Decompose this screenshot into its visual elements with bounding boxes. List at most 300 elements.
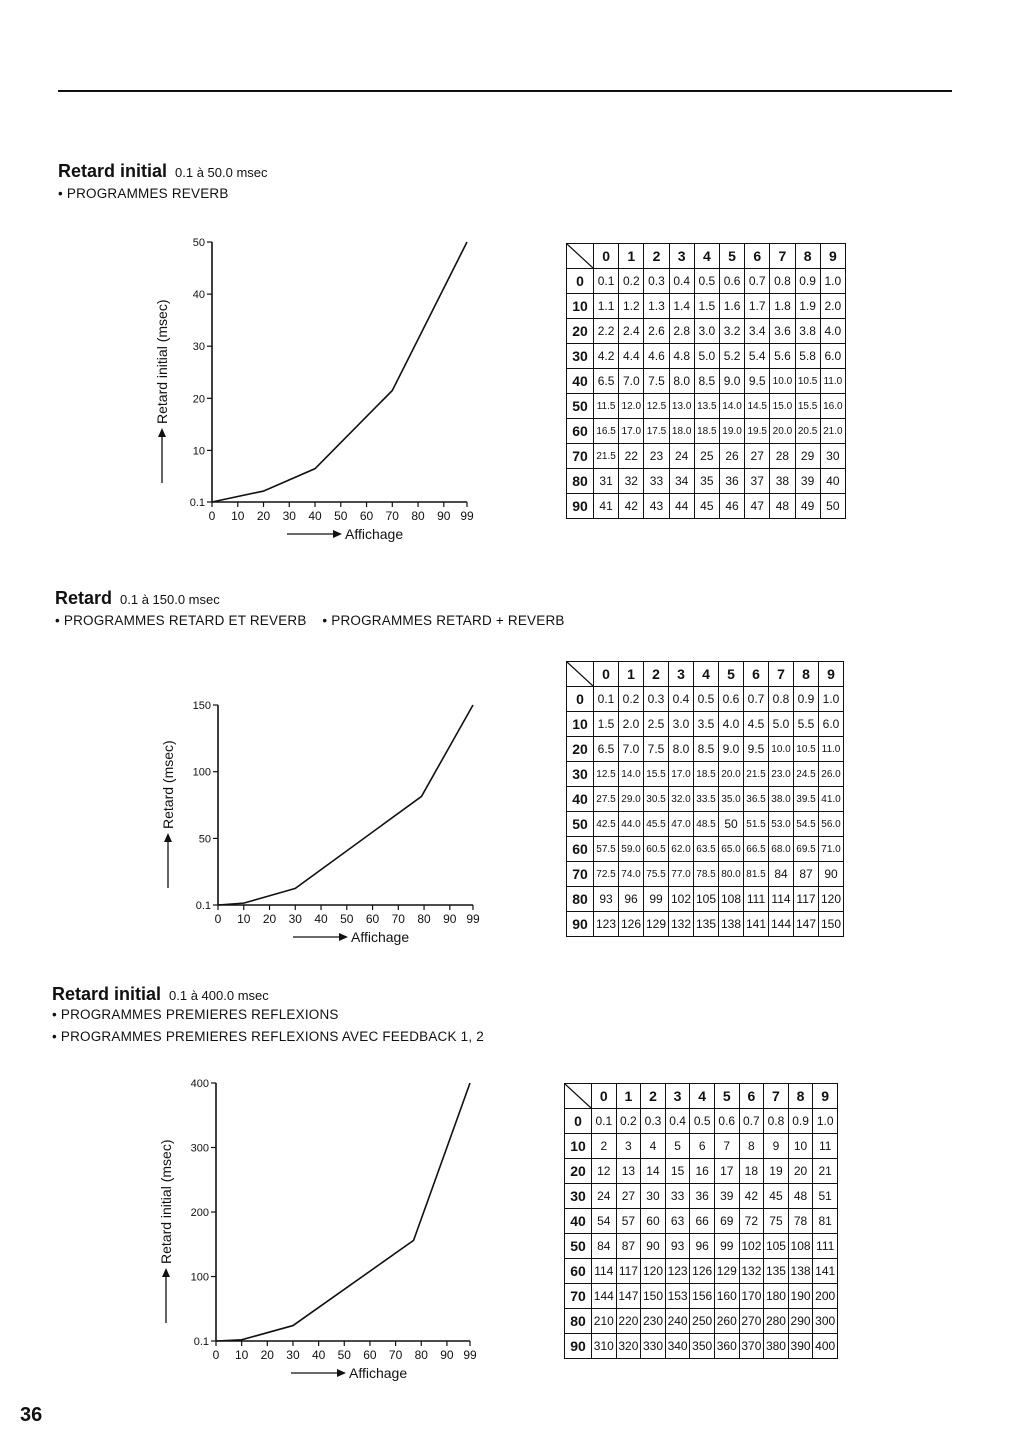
table-cell: 190 xyxy=(788,1284,813,1309)
section-2-chart xyxy=(140,695,500,957)
table-cell: 39 xyxy=(795,469,820,494)
table-row xyxy=(567,862,844,887)
x-tick-label: 20 xyxy=(262,912,277,926)
table-cell: 108 xyxy=(719,887,744,912)
row-header: 90 xyxy=(565,1334,592,1359)
y-tick-label: 300 xyxy=(190,1142,209,1155)
table-cell: 0.1 xyxy=(592,1109,617,1134)
table-cell: 2.8 xyxy=(669,319,694,344)
table-cell: 15.5 xyxy=(644,762,669,787)
table-cell: 47 xyxy=(745,494,770,519)
table-cell: 63 xyxy=(665,1209,690,1234)
table-cell: 80.0 xyxy=(719,862,744,887)
column-header: 5 xyxy=(714,1084,739,1109)
table-row xyxy=(567,294,846,319)
table-cell: 114 xyxy=(592,1259,617,1284)
table-cell: 27 xyxy=(745,444,770,469)
table-cell: 63.5 xyxy=(694,837,719,862)
table-cell: 0.9 xyxy=(795,269,820,294)
x-tick-label: 80 xyxy=(417,912,431,926)
table-header-row xyxy=(567,662,844,687)
table-cell: 71.0 xyxy=(819,837,844,862)
table-corner-cell xyxy=(565,1084,592,1109)
section-2-range: 0.1 à 150.0 msec xyxy=(120,592,220,607)
table-cell: 21.5 xyxy=(744,762,769,787)
table-cell: 0.3 xyxy=(641,1109,666,1134)
table-cell: 17.5 xyxy=(644,419,669,444)
table-cell: 30 xyxy=(641,1184,666,1209)
x-tick-label: 0 xyxy=(212,1348,220,1362)
section-3-title-text: Retard initial xyxy=(52,984,162,1004)
table-cell: 72 xyxy=(739,1209,764,1234)
table-cell: 123 xyxy=(665,1259,690,1284)
table-cell: 33 xyxy=(644,469,669,494)
table-cell: 10 xyxy=(788,1134,813,1159)
table-cell: 29.0 xyxy=(619,787,644,812)
table-cell: 1.3 xyxy=(644,294,669,319)
x-tick-label: 40 xyxy=(314,912,328,926)
table-cell: 44.0 xyxy=(619,812,644,837)
table-cell: 9 xyxy=(764,1134,789,1159)
table-cell: 8.0 xyxy=(669,369,694,394)
table-cell: 1.8 xyxy=(770,294,795,319)
chart-svg xyxy=(140,1075,500,1393)
table-cell: 0.4 xyxy=(669,687,694,712)
table-cell: 10.0 xyxy=(770,369,795,394)
table-cell: 24.5 xyxy=(794,762,819,787)
table-cell: 68.0 xyxy=(769,837,794,862)
table-cell: 4.0 xyxy=(820,319,845,344)
table-cell: 19.0 xyxy=(719,419,744,444)
table-cell: 81 xyxy=(813,1209,838,1234)
table-row xyxy=(565,1109,838,1134)
table-cell: 87 xyxy=(794,862,819,887)
y-tick-label: 50 xyxy=(198,833,211,846)
table-cell: 51.5 xyxy=(744,812,769,837)
table-cell: 7.5 xyxy=(644,369,669,394)
row-header: 60 xyxy=(567,419,594,444)
x-tick-label: 70 xyxy=(388,1348,403,1362)
table-row xyxy=(567,369,846,394)
row-header: 30 xyxy=(565,1184,592,1209)
table-row xyxy=(567,319,846,344)
table-cell: 4.2 xyxy=(594,344,619,369)
table-cell: 13.0 xyxy=(669,394,694,419)
table-cell: 45 xyxy=(694,494,719,519)
table-row xyxy=(567,494,846,519)
table-cell: 35.0 xyxy=(719,787,744,812)
table-cell: 3.5 xyxy=(694,712,719,737)
table-cell: 39 xyxy=(714,1184,739,1209)
section-3-title xyxy=(52,984,269,1005)
y-tick-label: 10 xyxy=(192,445,205,458)
x-tick-label: 70 xyxy=(385,509,399,523)
table-cell: 147 xyxy=(794,912,819,937)
table-cell: 5.5 xyxy=(794,712,819,737)
table-cell: 5 xyxy=(665,1134,690,1159)
table-cell: 30 xyxy=(820,444,845,469)
table-cell: 60.5 xyxy=(644,837,669,862)
table-cell: 18.0 xyxy=(669,419,694,444)
x-tick-label: 60 xyxy=(359,509,374,523)
table-cell: 2.2 xyxy=(594,319,619,344)
table-cell: 38 xyxy=(770,469,795,494)
table-cell: 17.0 xyxy=(669,762,694,787)
table-cell: 0.2 xyxy=(619,687,644,712)
table-cell: 15 xyxy=(665,1159,690,1184)
table-cell: 1.1 xyxy=(594,294,619,319)
table-cell: 57 xyxy=(616,1209,641,1234)
x-tick-label: 40 xyxy=(308,509,322,523)
table-cell: 6.5 xyxy=(594,737,619,762)
y-tick-label: 50 xyxy=(192,237,205,249)
table-cell: 36 xyxy=(719,469,744,494)
table-row xyxy=(565,1234,838,1259)
table-cell: 74.0 xyxy=(619,862,644,887)
x-tick-label: 50 xyxy=(334,509,348,523)
table-row xyxy=(565,1259,838,1284)
table-corner-cell xyxy=(567,244,594,269)
table-cell: 87 xyxy=(616,1234,641,1259)
column-header: 3 xyxy=(665,1084,690,1109)
table-cell: 93 xyxy=(665,1234,690,1259)
table-cell: 81.5 xyxy=(744,862,769,887)
table-cell: 1.0 xyxy=(819,687,844,712)
section-2-title-text: Retard xyxy=(55,588,113,608)
row-header: 10 xyxy=(567,712,594,737)
table-cell: 11.5 xyxy=(594,394,619,419)
column-header: 0 xyxy=(594,244,619,269)
row-header: 80 xyxy=(565,1309,592,1334)
table-cell: 39.5 xyxy=(794,787,819,812)
y-tick-label: 20 xyxy=(192,393,205,406)
table-cell: 77.0 xyxy=(669,862,694,887)
table-cell: 6.0 xyxy=(819,712,844,737)
table-cell: 330 xyxy=(641,1334,666,1359)
table-cell: 41 xyxy=(594,494,619,519)
row-header: 90 xyxy=(567,494,594,519)
table-cell: 84 xyxy=(592,1234,617,1259)
table-cell: 99 xyxy=(644,887,669,912)
row-header: 80 xyxy=(567,469,594,494)
table-row xyxy=(567,344,846,369)
table-cell: 11.0 xyxy=(819,737,844,762)
table-cell: 0.9 xyxy=(794,687,819,712)
table-cell: 14.0 xyxy=(619,762,644,787)
table-cell: 1.5 xyxy=(694,294,719,319)
table-row xyxy=(567,887,844,912)
table-cell: 350 xyxy=(690,1334,715,1359)
table-cell: 117 xyxy=(794,887,819,912)
table-cell: 0.1 xyxy=(594,269,619,294)
table-cell: 0.4 xyxy=(665,1109,690,1134)
table-cell: 170 xyxy=(739,1284,764,1309)
table-cell: 0.3 xyxy=(644,269,669,294)
y-axis-label-group xyxy=(154,300,170,483)
table-cell: 380 xyxy=(764,1334,789,1359)
table-cell: 4.5 xyxy=(744,712,769,737)
table-header-row xyxy=(565,1084,838,1109)
table-cell: 360 xyxy=(714,1334,739,1359)
table-row xyxy=(565,1334,838,1359)
arrow-icon xyxy=(337,1369,346,1377)
table-cell: 9.5 xyxy=(745,369,770,394)
table-cell: 54 xyxy=(592,1209,617,1234)
table-cell: 69.5 xyxy=(794,837,819,862)
section-1-bullet-1: • PROGRAMMES REVERB xyxy=(58,186,229,201)
section-1-range: 0.1 à 50.0 msec xyxy=(175,165,268,180)
column-header: 0 xyxy=(592,1084,617,1109)
table-cell: 40 xyxy=(820,469,845,494)
section-3-range: 0.1 à 400.0 msec xyxy=(169,988,269,1003)
row-header: 90 xyxy=(567,912,594,937)
table-cell: 153 xyxy=(665,1284,690,1309)
x-tick-label: 20 xyxy=(260,1348,274,1362)
table-cell: 84 xyxy=(769,862,794,887)
x-axis-label: Affichage xyxy=(345,526,404,542)
x-tick-label: 40 xyxy=(311,1348,326,1362)
table-cell: 6 xyxy=(690,1134,715,1159)
section-2-title xyxy=(55,588,220,609)
section-3-bullet-1: • PROGRAMMES PREMIERES REFLEXIONS xyxy=(52,1007,339,1022)
column-header: 3 xyxy=(669,662,694,687)
y-tick-label: 200 xyxy=(190,1207,209,1220)
table-cell: 12.5 xyxy=(594,762,619,787)
table-cell: 46 xyxy=(719,494,744,519)
y-tick-label: 0.1 xyxy=(193,1336,209,1348)
row-header: 20 xyxy=(567,319,594,344)
y-tick-label: 30 xyxy=(192,341,205,354)
column-header: 9 xyxy=(819,662,844,687)
table-cell: 53.0 xyxy=(769,812,794,837)
table-cell: 7.5 xyxy=(644,737,669,762)
table-cell: 36.5 xyxy=(744,787,769,812)
section-3-bullet-2: • PROGRAMMES PREMIERES REFLEXIONS AVEC FEEDBACK 1, 2 xyxy=(52,1029,484,1044)
table-cell: 1.2 xyxy=(619,294,644,319)
table-cell: 4.4 xyxy=(619,344,644,369)
x-tick-label: 80 xyxy=(414,1348,428,1362)
table-cell: 10.0 xyxy=(769,737,794,762)
table-cell: 23.0 xyxy=(769,762,794,787)
table-cell: 28 xyxy=(770,444,795,469)
table-cell: 31 xyxy=(594,469,619,494)
table-cell: 16 xyxy=(690,1159,715,1184)
table-cell: 5.2 xyxy=(719,344,744,369)
series-line xyxy=(216,1083,470,1341)
x-tick-label: 60 xyxy=(365,912,380,926)
table-cell: 2.0 xyxy=(820,294,845,319)
table-cell: 320 xyxy=(616,1334,641,1359)
table-cell: 24 xyxy=(669,444,694,469)
table-cell: 69 xyxy=(714,1209,739,1234)
table-cell: 120 xyxy=(819,887,844,912)
table-cell: 13.5 xyxy=(694,394,719,419)
column-header: 2 xyxy=(644,244,669,269)
table-cell: 13 xyxy=(616,1159,641,1184)
table-cell: 9.0 xyxy=(719,369,744,394)
row-header: 30 xyxy=(567,762,594,787)
chart-svg xyxy=(140,695,500,957)
table-cell: 24 xyxy=(592,1184,617,1209)
column-header: 4 xyxy=(694,244,719,269)
table-cell: 11.0 xyxy=(820,369,845,394)
table-cell: 0.3 xyxy=(644,687,669,712)
table-cell: 126 xyxy=(690,1259,715,1284)
x-tick-label: 0 xyxy=(214,912,222,926)
table-cell: 10.5 xyxy=(794,737,819,762)
column-header: 1 xyxy=(619,662,644,687)
table-cell: 260 xyxy=(714,1309,739,1334)
column-header: 7 xyxy=(769,662,794,687)
y-axis-label: Retard initial (msec) xyxy=(154,299,170,424)
row-header: 20 xyxy=(565,1159,592,1184)
table-cell: 20.0 xyxy=(719,762,744,787)
table-cell: 129 xyxy=(714,1259,739,1284)
table-cell: 290 xyxy=(788,1309,813,1334)
table-cell: 2.6 xyxy=(644,319,669,344)
arrow-icon xyxy=(162,1268,170,1277)
table-row xyxy=(565,1159,838,1184)
column-header: 8 xyxy=(794,662,819,687)
table-cell: 1.4 xyxy=(669,294,694,319)
table-cell: 32 xyxy=(619,469,644,494)
y-tick-label: 0.1 xyxy=(189,497,205,509)
arrow-icon xyxy=(158,428,166,437)
table-cell: 7 xyxy=(714,1134,739,1159)
x-tick-label: 20 xyxy=(256,509,271,523)
row-header: 0 xyxy=(565,1109,592,1134)
y-axis-label: Retard initial (msec) xyxy=(158,1139,174,1264)
table-cell: 8.0 xyxy=(669,737,694,762)
x-tick-label: 90 xyxy=(440,1348,454,1362)
table-cell: 34 xyxy=(669,469,694,494)
table-cell: 48 xyxy=(770,494,795,519)
table-cell: 105 xyxy=(694,887,719,912)
series-line xyxy=(212,242,467,502)
table-cell: 2 xyxy=(592,1134,617,1159)
arrow-icon xyxy=(339,933,348,941)
table-cell: 117 xyxy=(616,1259,641,1284)
table-cell: 75.5 xyxy=(644,862,669,887)
table-cell: 0.7 xyxy=(745,269,770,294)
table-cell: 90 xyxy=(641,1234,666,1259)
column-header: 1 xyxy=(616,1084,641,1109)
table-cell: 19 xyxy=(764,1159,789,1184)
section-1-title-text: Retard initial xyxy=(58,161,168,181)
table-row xyxy=(567,737,844,762)
table-cell: 12.0 xyxy=(619,394,644,419)
x-axis-label: Affichage xyxy=(349,1365,408,1381)
table-cell: 18.5 xyxy=(694,419,719,444)
table-cell: 3.2 xyxy=(719,319,744,344)
table-cell: 240 xyxy=(665,1309,690,1334)
table-cell: 12.5 xyxy=(644,394,669,419)
table-row xyxy=(567,762,844,787)
column-header: 2 xyxy=(641,1084,666,1109)
table-cell: 11 xyxy=(813,1134,838,1159)
table-row xyxy=(565,1184,838,1209)
column-header: 7 xyxy=(770,244,795,269)
table-cell: 21.0 xyxy=(820,419,845,444)
table-cell: 180 xyxy=(764,1284,789,1309)
table-cell: 8 xyxy=(739,1134,764,1159)
table-cell: 138 xyxy=(788,1259,813,1284)
table-cell: 93 xyxy=(594,887,619,912)
row-header: 40 xyxy=(567,787,594,812)
table-cell: 17 xyxy=(714,1159,739,1184)
table-cell: 7.0 xyxy=(619,737,644,762)
table-cell: 59.0 xyxy=(619,837,644,862)
table-cell: 65.0 xyxy=(719,837,744,862)
table-row xyxy=(567,269,846,294)
column-header: 0 xyxy=(594,662,619,687)
table-cell: 0.9 xyxy=(788,1109,813,1134)
table-cell: 36 xyxy=(690,1184,715,1209)
table-row xyxy=(567,444,846,469)
section-1-table xyxy=(566,243,846,519)
table-cell: 370 xyxy=(739,1334,764,1359)
table-cell: 0.5 xyxy=(690,1109,715,1134)
table-cell: 5.6 xyxy=(770,344,795,369)
table-cell: 38.0 xyxy=(769,787,794,812)
table-cell: 20.5 xyxy=(795,419,820,444)
section-1-title xyxy=(58,161,268,182)
table-cell: 132 xyxy=(739,1259,764,1284)
table-cell: 4.0 xyxy=(719,712,744,737)
table-cell: 156 xyxy=(690,1284,715,1309)
row-header: 50 xyxy=(567,394,594,419)
column-header: 6 xyxy=(745,244,770,269)
table-cell: 17.0 xyxy=(619,419,644,444)
table-cell: 3.6 xyxy=(770,319,795,344)
table-cell: 4.6 xyxy=(644,344,669,369)
row-header: 70 xyxy=(565,1284,592,1309)
table-cell: 62.0 xyxy=(669,837,694,862)
table-cell: 4 xyxy=(641,1134,666,1159)
table-cell: 200 xyxy=(813,1284,838,1309)
row-header: 60 xyxy=(567,837,594,862)
table-corner-cell xyxy=(567,662,594,687)
table-row xyxy=(567,394,846,419)
table-cell: 56.0 xyxy=(819,812,844,837)
table-cell: 35 xyxy=(694,469,719,494)
table-cell: 9.0 xyxy=(719,737,744,762)
table-cell: 0.5 xyxy=(694,269,719,294)
table-cell: 135 xyxy=(694,912,719,937)
table-cell: 30.5 xyxy=(644,787,669,812)
table-cell: 23 xyxy=(644,444,669,469)
table-cell: 19.5 xyxy=(745,419,770,444)
table-cell: 26.0 xyxy=(819,762,844,787)
table-cell: 2.5 xyxy=(644,712,669,737)
row-header: 80 xyxy=(567,887,594,912)
x-tick-label: 10 xyxy=(231,509,245,523)
x-tick-label: 70 xyxy=(391,912,405,926)
table-cell: 96 xyxy=(619,887,644,912)
column-header: 3 xyxy=(669,244,694,269)
column-header: 4 xyxy=(694,662,719,687)
table-cell: 16.5 xyxy=(594,419,619,444)
table-cell: 54.5 xyxy=(794,812,819,837)
table-cell: 0.8 xyxy=(769,687,794,712)
table-cell: 12 xyxy=(592,1159,617,1184)
row-header: 10 xyxy=(565,1134,592,1159)
table-cell: 5.0 xyxy=(694,344,719,369)
table-row xyxy=(565,1134,838,1159)
table-cell: 50 xyxy=(719,812,744,837)
column-header: 2 xyxy=(644,662,669,687)
table-row xyxy=(565,1309,838,1334)
